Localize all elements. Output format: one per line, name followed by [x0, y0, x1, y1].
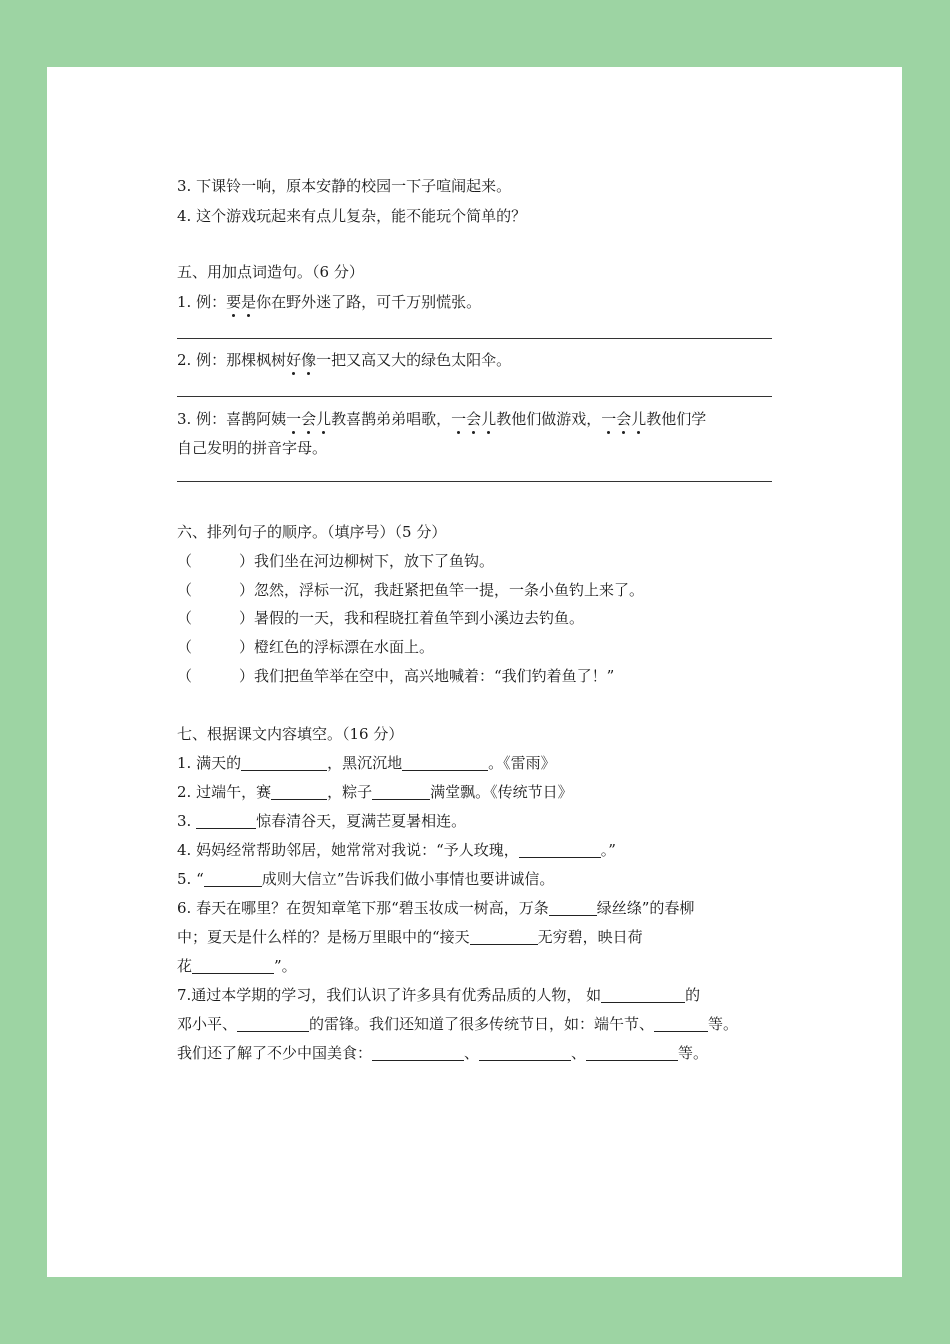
order-number-slot[interactable]: （ — [177, 552, 193, 570]
blank-field[interactable] — [601, 986, 685, 1003]
ordering-item-text: 我们把鱼竿举在空中，高兴地喊着：“我们钓着鱼了！” — [254, 667, 615, 685]
close-paren: ） — [239, 638, 255, 656]
ordering-item-text: 暑假的一天，我和程晓扛着鱼竿到小溪边去钓鱼。 — [254, 609, 585, 627]
worksheet-page — [47, 67, 902, 1277]
s5-q3-line2: 自己发明的拼音字母。 — [177, 439, 328, 457]
blank-field[interactable] — [241, 754, 327, 771]
s7-q3: 3. 惊春清谷天，夏满芒夏暑相连。 — [177, 812, 467, 830]
dotted-char: 会 — [301, 410, 317, 428]
s7-q7-line2: 邓小平、 的雷锋。我们还知道了很多传统节日，如：端午节、 等。 — [177, 1015, 739, 1033]
s4-q4: 4. 这个游戏玩起来有点儿复杂，能不能玩个简单的？ — [177, 207, 527, 225]
dotted-char: 一 — [286, 410, 302, 428]
blank-field[interactable] — [402, 754, 488, 771]
dotted-char: 儿 — [481, 410, 497, 428]
dotted-char: 要 — [226, 293, 242, 311]
s6-title: 六、排列句子的顺序。（填序号）（5 分） — [177, 523, 447, 541]
blank-field[interactable] — [237, 1015, 309, 1032]
order-number-slot[interactable]: （ — [177, 638, 193, 656]
close-paren: ） — [239, 552, 255, 570]
dotted-char: 好 — [286, 351, 302, 369]
ordering-item — [177, 579, 644, 601]
dotted-char: 儿 — [631, 410, 647, 428]
s7-q1: 1. 满天的 ，黑沉沉地 。《雷雨》 — [177, 754, 556, 772]
blank-field[interactable] — [654, 1015, 708, 1032]
order-number-slot[interactable]: （ — [177, 667, 193, 685]
ordering-item — [177, 665, 614, 687]
blank-field[interactable] — [479, 1044, 571, 1061]
s5-q2: 2. 例：那棵枫树好像一把又高又大的绿色太阳伞。 — [177, 351, 512, 369]
s7-q5: 5. “ 成则大信立”告诉我们做小事情也要讲诚信。 — [177, 870, 555, 888]
s5-title: 五、用加点词造句。（6 分） — [177, 263, 364, 281]
blank-field[interactable] — [204, 870, 262, 887]
ordering-item-text: 忽然，浮标一沉，我赶紧把鱼竿一提，一条小鱼钓上来了。 — [254, 581, 645, 599]
ordering-item-text: 橙红色的浮标漂在水面上。 — [254, 638, 435, 656]
dotted-char: 是 — [241, 293, 257, 311]
ordering-item-text: 我们坐在河边柳树下，放下了鱼钩。 — [254, 552, 495, 570]
answer-line-2[interactable] — [177, 396, 772, 397]
s7-q6-line3: 花 ”。 — [177, 957, 297, 975]
blank-field[interactable] — [196, 812, 256, 829]
s5-q3: 3. 例：喜鹊阿姨一会儿教喜鹊弟弟唱歌，一会儿教他们做游戏，一会儿教他们学 — [177, 410, 707, 428]
close-paren: ） — [239, 609, 255, 627]
dotted-char: 一 — [451, 410, 467, 428]
s7-q6-line1: 6. 春天在哪里？在贺知章笔下那“碧玉妆成一树高，万条 绿丝绦”的春柳 — [177, 899, 695, 917]
s4-q3: 3. 下课铃一响，原本安静的校园一下子喧闹起来。 — [177, 177, 512, 195]
dotted-char: 儿 — [316, 410, 332, 428]
dotted-char: 会 — [616, 410, 632, 428]
ordering-item — [177, 550, 494, 572]
answer-line-3[interactable] — [177, 481, 772, 482]
dotted-char: 像 — [301, 351, 317, 369]
answer-line-1[interactable] — [177, 338, 772, 339]
blank-field[interactable] — [519, 841, 601, 858]
s5-q1: 1. 例：要是你在野外迷了路，可千万别慌张。 — [177, 293, 482, 311]
blank-field[interactable] — [372, 1044, 464, 1061]
blank-field[interactable] — [372, 783, 430, 800]
blank-field[interactable] — [549, 899, 597, 916]
s7-q6-line2: 中；夏天是什么样的？是杨万里眼中的“接天 无穷碧，映日荷 — [177, 928, 643, 946]
close-paren: ） — [239, 581, 255, 599]
s7-q2: 2. 过端午，赛 ，粽子 满堂飘。《传统节日》 — [177, 783, 573, 801]
dotted-char: 会 — [466, 410, 482, 428]
ordering-item — [177, 636, 434, 658]
s7-q7-line1: 7.通过本学期的学习，我们认识了许多具有优秀品质的人物， 如 的 — [177, 986, 701, 1004]
ordering-item — [177, 607, 584, 629]
order-number-slot[interactable]: （ — [177, 581, 193, 599]
s7-q4: 4. 妈妈经常帮助邻居，她常常对我说：“予人玫瑰， 。” — [177, 841, 616, 859]
blank-field[interactable] — [271, 783, 327, 800]
blank-field[interactable] — [586, 1044, 678, 1061]
blank-field[interactable] — [470, 928, 538, 945]
order-number-slot[interactable]: （ — [177, 609, 193, 627]
s7-q7-line3: 我们还了解了不少中国美食： 、 、 等。 — [177, 1044, 709, 1062]
s7-title: 七、根据课文内容填空。（16 分） — [177, 725, 404, 743]
blank-field[interactable] — [192, 957, 274, 974]
dotted-char: 一 — [601, 410, 617, 428]
close-paren: ） — [239, 667, 255, 685]
